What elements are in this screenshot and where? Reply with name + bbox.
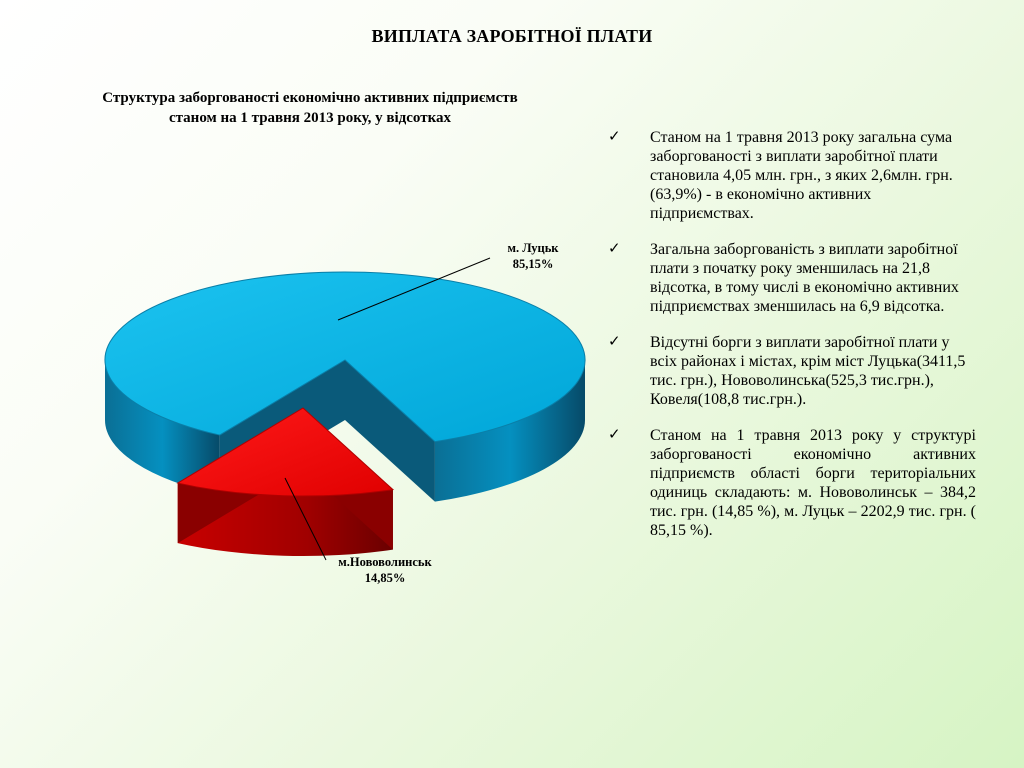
checkmark-icon: ✓ [608, 241, 621, 257]
slice-label: м. Луцьк [507, 241, 559, 255]
bullet-list [606, 128, 976, 557]
slice-label: 14,85% [364, 571, 406, 585]
bullet-item [606, 333, 976, 409]
checkmark-icon: ✓ [608, 334, 621, 350]
slice-label: 85,15% [512, 257, 554, 271]
bullet-item [606, 426, 976, 540]
checkmark-icon: ✓ [608, 427, 621, 443]
slice-label: м.Нововолинськ [338, 555, 432, 569]
bullet-item [606, 128, 976, 223]
bullet-text: Станом на 1 травня 2013 року загальна сума заборгованості з виплати заробітної плати становила 4,05 млн. грн., з яких 2,6млн. грн. (63,9%) - в економічно активних підприємствах. [650, 129, 953, 222]
checkmark-icon: ✓ [608, 129, 621, 145]
chart-title-line-2: станом на 1 травня 2013 року, у відсотках [168, 110, 452, 126]
bullet-text: Станом на 1 травня 2013 року у структурі заборгованості економічно активних підприємств області борги територіальних одиниць складають: м. Нововолинськ – 384,2 тис. грн. (14,85 %), м. Луцьк – 2202,9 тис. грн. ( 85,15 %). [650, 427, 976, 539]
bullet-text: Загальна заборгованість з виплати заробітної плати з початку року зменшилась на 21,8 відсотка, в тому числі в економічно активних підприємствах зменшилась на 6,9 відсотка. [650, 241, 959, 315]
bullet-text: Відсутні борги з виплати заробітної плати у всіх районах і містах, крім міст Луцька(3411,5 тис. грн.), Нововолинська(525,3 тис.грн.), Ковеля(108,8 тис.грн.). [650, 334, 966, 408]
page-title: ВИПЛАТА ЗАРОБІТНОЇ ПЛАТИ [371, 26, 653, 46]
pie-slices [105, 272, 585, 556]
chart-title-line-1: Структура заборгованості економічно активних підприємств [102, 90, 518, 106]
bullet-item [606, 240, 976, 316]
